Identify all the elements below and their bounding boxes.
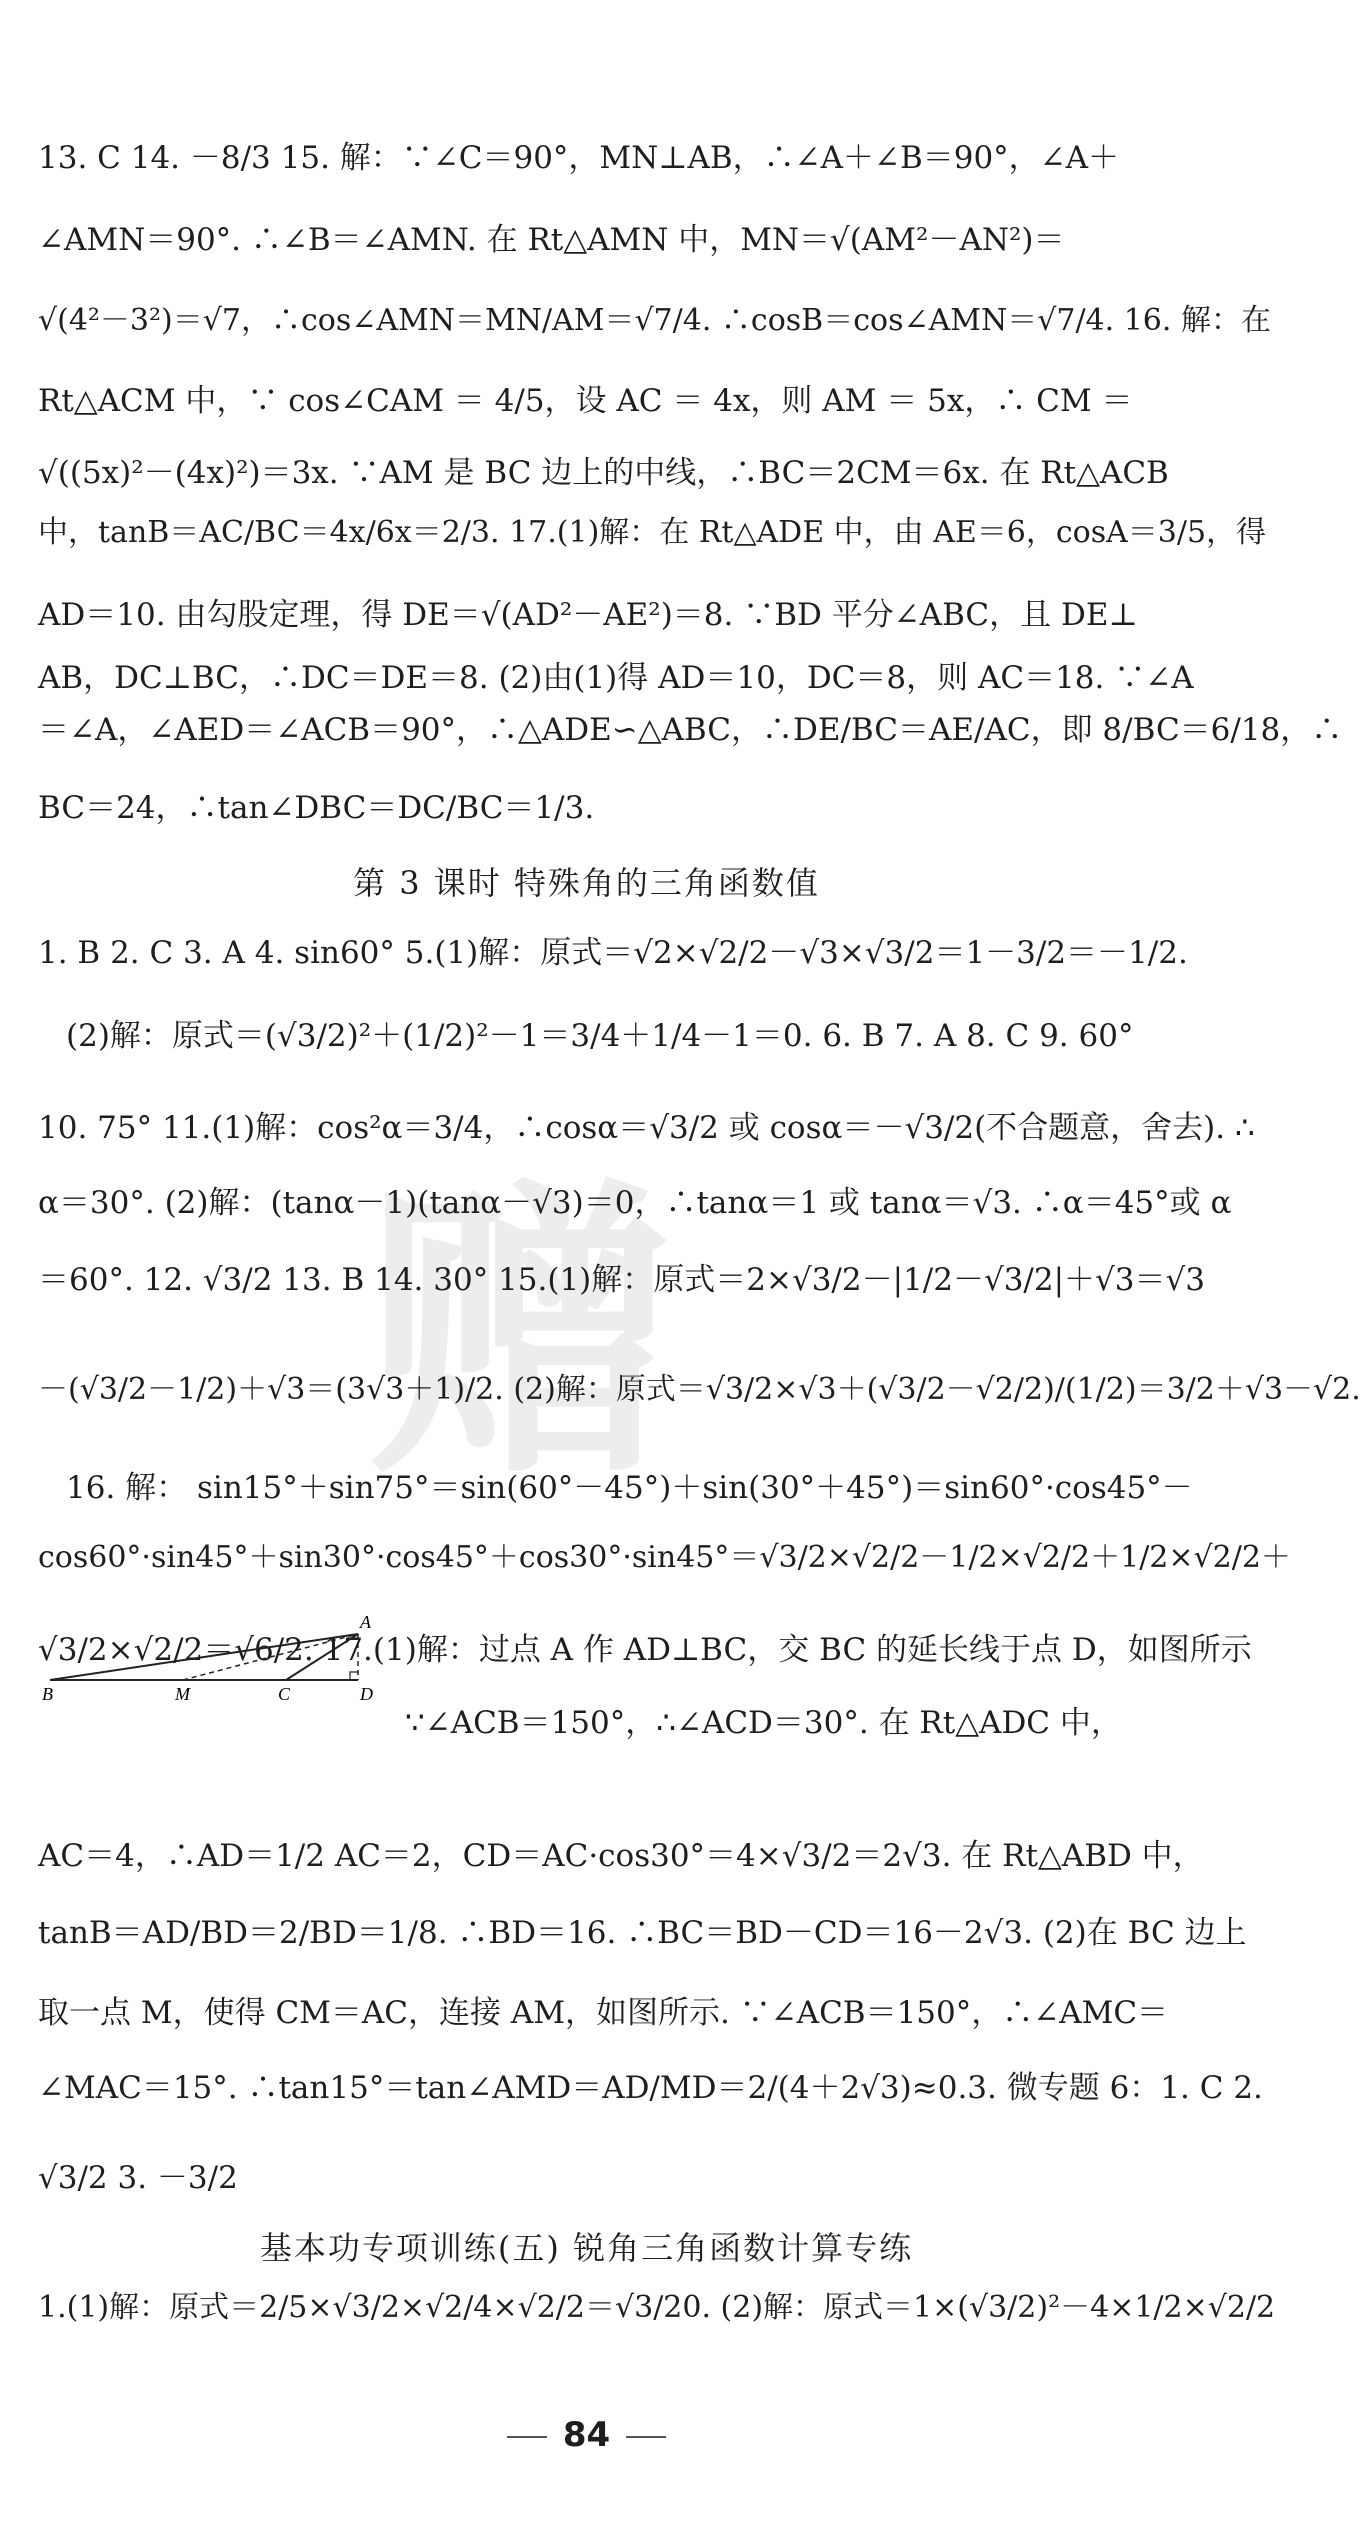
page-number-rule bbox=[507, 2436, 547, 2438]
figure-label: C bbox=[278, 1684, 291, 1704]
text-line: BC＝24，∴tan∠DBC＝DC/BC＝1/3. bbox=[38, 790, 595, 826]
text-line: √3/2 3. －3/2 bbox=[38, 2160, 238, 2196]
text-line: ∠AMN＝90°. ∴∠B＝∠AMN. 在 Rt△AMN 中，MN＝√(AM²－AN²)＝ bbox=[38, 222, 1065, 258]
triangle-figure bbox=[38, 1610, 398, 1705]
figure-label: M bbox=[175, 1684, 190, 1704]
text-line: AC＝4，∴AD＝1/2 AC＝2，CD＝AC·cos30°＝4×√3/2＝2√3. 在 Rt△ABD 中， bbox=[38, 1838, 1204, 1874]
text-line: 取一点 M，使得 CM＝AC，连接 AM，如图所示. ∵∠ACB＝150°，∴∠AMC＝ bbox=[38, 1995, 1169, 2031]
text-line: 10. 75° 11.(1)解：cos²α＝3/4，∴cosα＝√3/2 或 cosα＝－√3/2(不合题意，舍去). ∴ bbox=[38, 1110, 1255, 1146]
section-heading: 第 3 课时 特殊角的三角函数值 bbox=[353, 864, 820, 902]
text-line: α＝30°. (2)解：(tanα－1)(tanα－√3)＝0，∴tanα＝1 或 tanα＝√3. ∴α＝45°或 α bbox=[38, 1185, 1232, 1221]
text-line: √(4²－3²)＝√7，∴cos∠AMN＝MN/AM＝√7/4. ∴cosB＝cos∠AMN＝√7/4. 16. 解：在 bbox=[38, 303, 1271, 338]
text-line: 1. B 2. C 3. A 4. sin60° 5.(1)解：原式＝√2×√2/2－√3×√3/2＝1－3/2＝－1/2. bbox=[38, 935, 1188, 971]
text-line: cos60°·sin45°＋sin30°·cos45°＋cos30°·sin45°＝√3/2×√2/2－1/2×√2/2＋1/2×√2/2＋ bbox=[38, 1540, 1291, 1575]
text-line: ∵∠ACB＝150°，∴∠ACD＝30°. 在 Rt△ADC 中， bbox=[405, 1705, 1122, 1741]
figure-label: B bbox=[42, 1684, 53, 1704]
text-line: －(√3/2－1/2)＋√3＝(3√3＋1)/2. (2)解：原式＝√3/2×√3＋(√3/2－√2/2)/(1/2)＝3/2＋√3－√2. bbox=[38, 1372, 1361, 1407]
page-number bbox=[0, 2415, 1173, 2455]
text-line: (2)解：原式＝(√3/2)²＋(1/2)²－1＝3/4＋1/4－1＝0. 6. B 7. A 8. C 9. 60° bbox=[66, 1018, 1134, 1054]
page-number-rule bbox=[626, 2436, 666, 2438]
text-line: Rt△ACM 中，∵ cos∠CAM ＝ 4/5，设 AC ＝ 4x，则 AM ＝ 5x，∴ CM ＝ bbox=[38, 383, 1133, 419]
text-line: AD＝10. 由勾股定理，得 DE＝√(AD²－AE²)＝8. ∵BD 平分∠ABC，且 DE⊥ bbox=[38, 597, 1138, 633]
text-line: tanB＝AD/BD＝2/BD＝1/8. ∴BD＝16. ∴BC＝BD－CD＝16－2√3. (2)在 BC 边上 bbox=[38, 1915, 1247, 1951]
text-line: 1.(1)解：原式＝2/5×√3/2×√2/4×√2/2＝√3/20. (2)解：原式＝1×(√3/2)²－4×1/2×√2/2 bbox=[38, 2290, 1276, 2325]
figure-label: A bbox=[360, 1612, 371, 1632]
section-heading: 基本功专项训练(五) 锐角三角函数计算专练 bbox=[259, 2229, 914, 2267]
text-line: 16. 解： sin15°＋sin75°＝sin(60°－45°)＋sin(30°＋45°)＝sin60°·cos45°－ bbox=[66, 1470, 1193, 1506]
watermark-stamp: 赠 bbox=[365, 1155, 675, 1516]
text-line: √((5x)²－(4x)²)＝3x. ∵AM 是 BC 边上的中线，∴BC＝2CM＝6x. 在 Rt△ACB bbox=[38, 455, 1169, 491]
text-line: ＝∠A，∠AED＝∠ACB＝90°，∴△ADE∽△ABC，∴DE/BC＝AE/AC，即 8/BC＝6/18，∴ bbox=[38, 712, 1343, 748]
text-line: √3/2×√2/2＝√6/2. 17.(1)解：过点 A 作 AD⊥BC，交 BC 的延长线于点 D，如图所示 bbox=[38, 1632, 1252, 1668]
text-line: ＝60°. 12. √3/2 13. B 14. 30° 15.(1)解：原式＝2×√3/2－|1/2－√3/2|＋√3＝√3 bbox=[38, 1262, 1205, 1298]
text-line: ∠MAC＝15°. ∴tan15°＝tan∠AMD＝AD/MD＝2/(4＋2√3)≈0.3. 微专题 6：1. C 2. bbox=[38, 2070, 1263, 2106]
text-line: AB，DC⊥BC，∴DC＝DE＝8. (2)由(1)得 AD＝10，DC＝8，则 AC＝18. ∵∠A bbox=[38, 660, 1194, 696]
figure-label: D bbox=[360, 1684, 373, 1704]
text-line: 中，tanB＝AC/BC＝4x/6x＝2/3. 17.(1)解：在 Rt△ADE 中，由 AE＝6，cosA＝3/5，得 bbox=[38, 515, 1267, 550]
page-number-value: 84 bbox=[562, 2415, 611, 2455]
text-line: 13. C 14. －8/3 15. 解：∵∠C＝90°，MN⊥AB，∴∠A＋∠B＝90°，∠A＋ bbox=[38, 140, 1120, 176]
